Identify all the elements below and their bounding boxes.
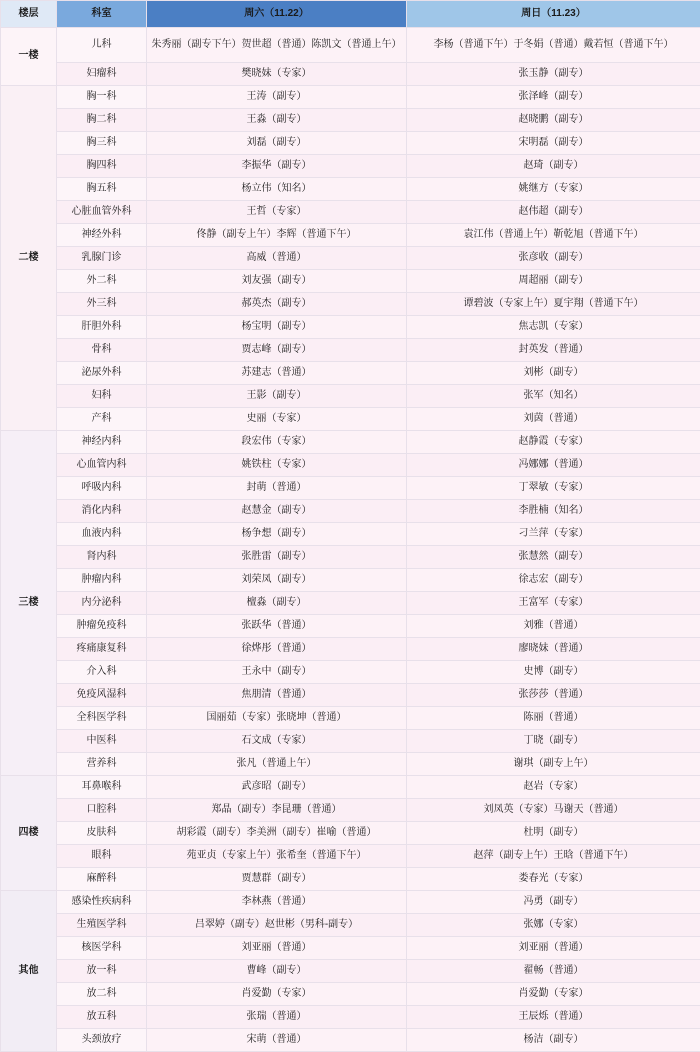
sunday-doctors: 姚继方（专家）	[407, 178, 700, 201]
sunday-doctors: 翟畅（普通）	[407, 960, 700, 983]
department-name: 妇瘤科	[57, 63, 147, 86]
department-name: 泌尿外科	[57, 362, 147, 385]
saturday-doctors: 刘亚丽（普通）	[147, 937, 407, 960]
sunday-doctors: 封英发（普通）	[407, 339, 700, 362]
saturday-doctors: 朱秀丽（副专下午）贺世超（普通）陈凯文（普通上午）	[147, 28, 407, 63]
saturday-doctors: 吕翠婷（副专）赵世彬（男科-副专）	[147, 914, 407, 937]
table-row	[1, 28, 700, 63]
department-name: 耳鼻喉科	[57, 776, 147, 799]
saturday-doctors: 郑晶（副专）李昆珊（普通）	[147, 799, 407, 822]
department-name: 外三科	[57, 293, 147, 316]
sunday-doctors: 史博（副专）	[407, 661, 700, 684]
table-row	[1, 477, 700, 500]
saturday-doctors: 张瑞（普通）	[147, 1006, 407, 1029]
department-name: 口腔科	[57, 799, 147, 822]
sunday-doctors: 谢琪（副专上午）	[407, 753, 700, 776]
table-row	[1, 638, 700, 661]
floor-group-label: 三楼	[1, 431, 57, 776]
table-row	[1, 224, 700, 247]
sunday-doctors: 冯勇（副专）	[407, 891, 700, 914]
sunday-doctors: 李杨（普通下午）于冬娟（普通）戴若恒（普通下午）	[407, 28, 700, 63]
sunday-doctors: 徐志宏（副专）	[407, 569, 700, 592]
sunday-doctors: 刘茵（普通）	[407, 408, 700, 431]
saturday-doctors: 刘磊（副专）	[147, 132, 407, 155]
table-row	[1, 247, 700, 270]
table-row	[1, 776, 700, 799]
sunday-doctors: 刘雅（普通）	[407, 615, 700, 638]
saturday-doctors: 贾志峰（副专）	[147, 339, 407, 362]
floor-group-label: 一楼	[1, 28, 57, 86]
table-row	[1, 293, 700, 316]
sunday-doctors: 袁江伟（普通上午）靳乾旭（普通下午）	[407, 224, 700, 247]
floor-group-label: 二楼	[1, 86, 57, 431]
header-row	[1, 1, 700, 28]
sunday-doctors: 王辰烁（普通）	[407, 1006, 700, 1029]
table-row	[1, 730, 700, 753]
sunday-doctors: 王富军（专家）	[407, 592, 700, 615]
department-name: 生殖医学科	[57, 914, 147, 937]
department-name: 胸四科	[57, 155, 147, 178]
department-name: 感染性疾病科	[57, 891, 147, 914]
department-name: 心血管内科	[57, 454, 147, 477]
department-name: 头颈放疗	[57, 1029, 147, 1052]
sunday-doctors: 张玉静（副专）	[407, 63, 700, 86]
department-name: 胸二科	[57, 109, 147, 132]
department-name: 麻醉科	[57, 868, 147, 891]
table-row	[1, 63, 700, 86]
saturday-doctors: 肖爱勤（专家）	[147, 983, 407, 1006]
sunday-doctors: 刁兰萍（专家）	[407, 523, 700, 546]
table-row	[1, 339, 700, 362]
saturday-doctors: 国丽茹（专家）张晓坤（普通）	[147, 707, 407, 730]
department-name: 放二科	[57, 983, 147, 1006]
department-name: 全科医学科	[57, 707, 147, 730]
sunday-doctors: 娄春光（专家）	[407, 868, 700, 891]
table-row	[1, 178, 700, 201]
department-name: 营养科	[57, 753, 147, 776]
sunday-doctors: 刘亚丽（普通）	[407, 937, 700, 960]
saturday-doctors: 李林燕（普通）	[147, 891, 407, 914]
saturday-doctors: 张跃华（普通）	[147, 615, 407, 638]
table-row	[1, 983, 700, 1006]
department-name: 妇科	[57, 385, 147, 408]
header-sunday: 周日（11.23）	[407, 1, 700, 28]
department-name: 胸三科	[57, 132, 147, 155]
table-row	[1, 109, 700, 132]
department-name: 骨科	[57, 339, 147, 362]
department-name: 肿瘤内科	[57, 569, 147, 592]
table-row	[1, 799, 700, 822]
sunday-doctors: 廖晓妹（普通）	[407, 638, 700, 661]
saturday-doctors: 段宏伟（专家）	[147, 431, 407, 454]
header-floor: 楼层	[1, 1, 57, 28]
sunday-doctors: 杜明（副专）	[407, 822, 700, 845]
table-row	[1, 822, 700, 845]
sunday-doctors: 宋明磊（副专）	[407, 132, 700, 155]
department-name: 心脏血管外科	[57, 201, 147, 224]
department-name: 眼科	[57, 845, 147, 868]
table-row	[1, 1006, 700, 1029]
sunday-doctors: 张泽峰（副专）	[407, 86, 700, 109]
department-name: 放一科	[57, 960, 147, 983]
table-row	[1, 960, 700, 983]
department-name: 放五科	[57, 1006, 147, 1029]
saturday-doctors: 檀淼（副专）	[147, 592, 407, 615]
department-name: 乳腺门诊	[57, 247, 147, 270]
sunday-doctors: 赵琦（副专）	[407, 155, 700, 178]
saturday-doctors: 苑亚贞（专家上午）张希奎（普通下午）	[147, 845, 407, 868]
sunday-doctors: 焦志凯（专家）	[407, 316, 700, 339]
saturday-doctors: 杨争想（副专）	[147, 523, 407, 546]
saturday-doctors: 封萌（普通）	[147, 477, 407, 500]
department-name: 中医科	[57, 730, 147, 753]
header-department: 科室	[57, 1, 147, 28]
department-name: 外二科	[57, 270, 147, 293]
table-row	[1, 891, 700, 914]
table-row	[1, 1029, 700, 1052]
table-row	[1, 362, 700, 385]
saturday-doctors: 刘友强（副专）	[147, 270, 407, 293]
saturday-doctors: 贾慧群（副专）	[147, 868, 407, 891]
department-name: 胸五科	[57, 178, 147, 201]
table-row	[1, 523, 700, 546]
header-saturday: 周六（11.22）	[147, 1, 407, 28]
department-name: 消化内科	[57, 500, 147, 523]
sunday-doctors: 陈丽（普通）	[407, 707, 700, 730]
table-row	[1, 937, 700, 960]
sunday-doctors: 张娜（专家）	[407, 914, 700, 937]
table-row	[1, 316, 700, 339]
saturday-doctors: 杨宝明（副专）	[147, 316, 407, 339]
table-row	[1, 753, 700, 776]
sunday-doctors: 赵静霞（专家）	[407, 431, 700, 454]
saturday-doctors: 王涛（副专）	[147, 86, 407, 109]
table-row	[1, 431, 700, 454]
department-name: 产科	[57, 408, 147, 431]
saturday-doctors: 赵慧金（副专）	[147, 500, 407, 523]
table-row	[1, 661, 700, 684]
sunday-doctors: 赵岩（专家）	[407, 776, 700, 799]
sunday-doctors: 刘彬（副专）	[407, 362, 700, 385]
table-row	[1, 569, 700, 592]
sunday-doctors: 张军（知名）	[407, 385, 700, 408]
department-name: 免疫风湿科	[57, 684, 147, 707]
saturday-doctors: 姚铁柱（专家）	[147, 454, 407, 477]
table-row	[1, 592, 700, 615]
department-name: 介入科	[57, 661, 147, 684]
saturday-doctors: 王哲（专家）	[147, 201, 407, 224]
department-name: 疼痛康复科	[57, 638, 147, 661]
saturday-doctors: 张凡（普通上午）	[147, 753, 407, 776]
table-row	[1, 155, 700, 178]
department-name: 皮肤科	[57, 822, 147, 845]
department-name: 肿瘤免疫科	[57, 615, 147, 638]
saturday-doctors: 王淼（副专）	[147, 109, 407, 132]
sunday-doctors: 刘凤英（专家）马谢天（普通）	[407, 799, 700, 822]
saturday-doctors: 武彦昭（副专）	[147, 776, 407, 799]
table-row	[1, 385, 700, 408]
sunday-doctors: 丁晓（副专）	[407, 730, 700, 753]
department-name: 胸一科	[57, 86, 147, 109]
table-row	[1, 845, 700, 868]
table-body	[1, 28, 700, 1052]
department-name: 肾内科	[57, 546, 147, 569]
saturday-doctors: 宋萌（普通）	[147, 1029, 407, 1052]
table-row	[1, 546, 700, 569]
department-name: 呼吸内科	[57, 477, 147, 500]
table-header	[1, 1, 700, 28]
table-row	[1, 684, 700, 707]
sunday-doctors: 张莎莎（普通）	[407, 684, 700, 707]
table-row	[1, 454, 700, 477]
sunday-doctors: 赵晓鹏（副专）	[407, 109, 700, 132]
sunday-doctors: 张彦收（副专）	[407, 247, 700, 270]
table-row	[1, 408, 700, 431]
saturday-doctors: 郝英杰（副专）	[147, 293, 407, 316]
sunday-doctors: 丁翠敏（专家）	[407, 477, 700, 500]
department-name: 神经内科	[57, 431, 147, 454]
saturday-doctors: 李振华（副专）	[147, 155, 407, 178]
sunday-doctors: 赵伟超（副专）	[407, 201, 700, 224]
table-row	[1, 615, 700, 638]
saturday-doctors: 王影（副专）	[147, 385, 407, 408]
department-name: 肝胆外科	[57, 316, 147, 339]
table-row	[1, 86, 700, 109]
saturday-doctors: 石文成（专家）	[147, 730, 407, 753]
saturday-doctors: 王永中（副专）	[147, 661, 407, 684]
saturday-doctors: 高威（普通）	[147, 247, 407, 270]
saturday-doctors: 苏建志（普通）	[147, 362, 407, 385]
sunday-doctors: 杨洁（副专）	[407, 1029, 700, 1052]
saturday-doctors: 曹峰（副专）	[147, 960, 407, 983]
saturday-doctors: 焦朋清（普通）	[147, 684, 407, 707]
saturday-doctors: 张胜雷（副专）	[147, 546, 407, 569]
saturday-doctors: 徐烨彤（普通）	[147, 638, 407, 661]
table-row	[1, 868, 700, 891]
sunday-doctors: 张慧然（副专）	[407, 546, 700, 569]
department-name: 核医学科	[57, 937, 147, 960]
table-row	[1, 707, 700, 730]
sunday-doctors: 冯娜娜（普通）	[407, 454, 700, 477]
saturday-doctors: 佟静（副专上午）李辉（普通下午）	[147, 224, 407, 247]
sunday-doctors: 肖爱勤（专家）	[407, 983, 700, 1006]
sunday-doctors: 李胜楠（知名）	[407, 500, 700, 523]
saturday-doctors: 樊晓妹（专家）	[147, 63, 407, 86]
floor-group-label: 四楼	[1, 776, 57, 891]
saturday-doctors: 刘荣凤（副专）	[147, 569, 407, 592]
department-name: 血液内科	[57, 523, 147, 546]
department-name: 神经外科	[57, 224, 147, 247]
saturday-doctors: 史丽（专家）	[147, 408, 407, 431]
sunday-doctors: 赵萍（副专上午）王晗（普通下午）	[407, 845, 700, 868]
sunday-doctors: 谭碧波（专家上午）夏宇翔（普通下午）	[407, 293, 700, 316]
table-row	[1, 914, 700, 937]
table-row	[1, 500, 700, 523]
table-row	[1, 132, 700, 155]
department-name: 内分泌科	[57, 592, 147, 615]
department-name: 儿科	[57, 28, 147, 63]
saturday-doctors: 杨立伟（知名）	[147, 178, 407, 201]
sunday-doctors: 周超丽（副专）	[407, 270, 700, 293]
table-row	[1, 270, 700, 293]
floor-group-label: 其他	[1, 891, 57, 1052]
saturday-doctors: 胡彩霞（副专）李美洲（副专）崔喻（普通）	[147, 822, 407, 845]
table-row	[1, 201, 700, 224]
